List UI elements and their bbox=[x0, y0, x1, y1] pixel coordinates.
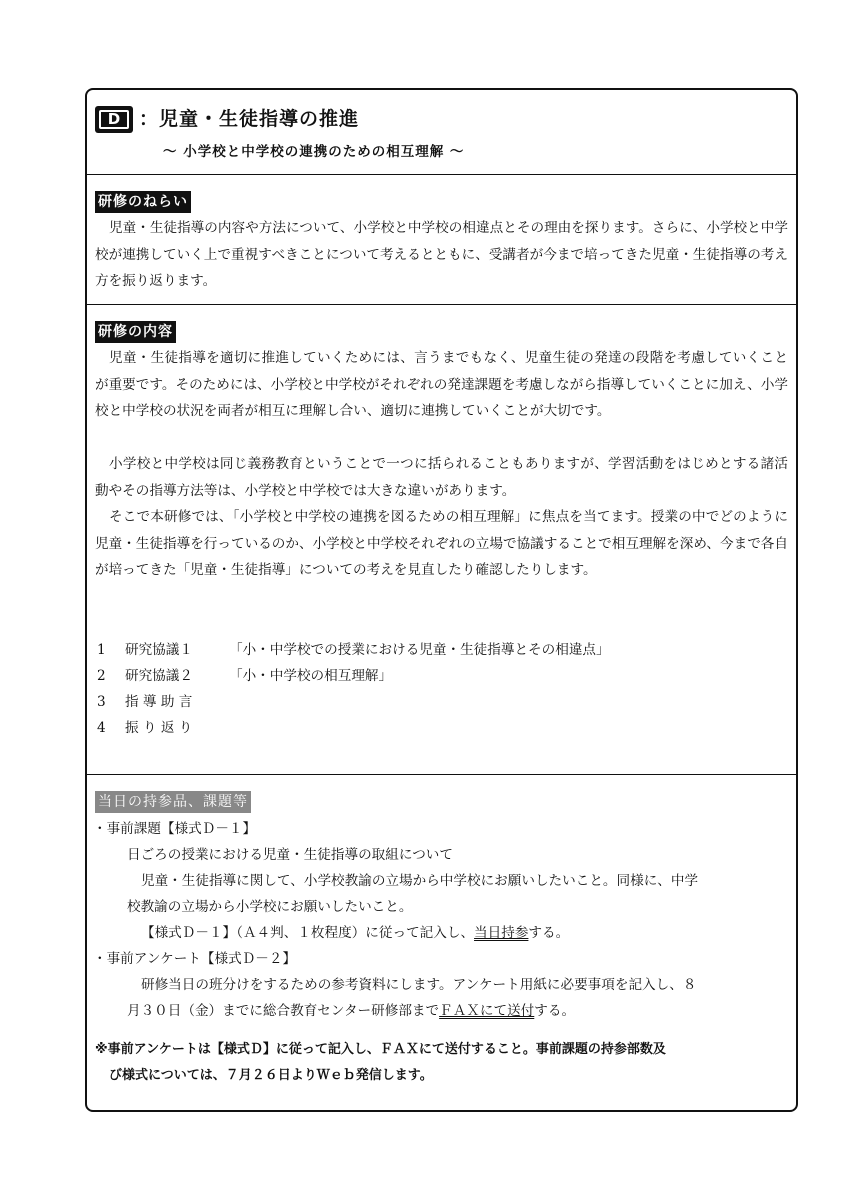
task-description-line-2: 校教諭の立場から小学校にお願いしたいこと。 bbox=[127, 899, 413, 915]
survey-description-text: 月３０日（金）までに総合教育センター研修部まで bbox=[127, 1003, 440, 1019]
task-header: ・事前課題【様式Ｄ－１】 bbox=[93, 821, 257, 837]
fax-submit-emphasis: ＦＡＸにて送付 bbox=[439, 1003, 535, 1019]
bring-on-day-emphasis: 当日持参 bbox=[474, 925, 529, 941]
content-paragraph-2: 小学校と中学校は同じ義務教育ということで一つに括られることもありますが、学習活動をはじめとする諸活動やその指導方法等は、小学校と中学校では大きな違いがあります。 bbox=[95, 456, 788, 499]
survey-header: ・事前アンケート【様式Ｄ－２】 bbox=[93, 951, 297, 967]
survey-description-line-2 bbox=[127, 998, 575, 1024]
category-badge bbox=[95, 106, 133, 133]
task-description-line-1: 児童・生徒指導に関して、小学校教諭の立場から中学校にお願いしたいこと。同様に、中学 bbox=[141, 873, 699, 889]
page-subtitle: ～ 小学校と中学校の連携のための相互理解 ～ bbox=[163, 144, 465, 160]
program-item-title: 研究協議２ bbox=[125, 668, 193, 684]
content-paragraph-3: そこで本研修では、「小学校と中学校の連携を図るための相互理解」に焦点を当てます。授業の中でどのように児童・生徒指導を行っているのか、小学校と中学校それぞれの立場で協議することで相互理解を深め、今まで各自が培ってきた「児童・生徒指導」についての考えを見直したり確認したりします。 bbox=[95, 509, 788, 578]
header bbox=[87, 90, 796, 174]
program-item bbox=[97, 689, 229, 715]
survey-description-end: する。 bbox=[534, 1003, 576, 1019]
document-frame bbox=[85, 88, 798, 1112]
notice-line-2: び様式については、７月２６日よりＷｅｂ発信します。 bbox=[109, 1068, 433, 1083]
program-item-number: 3 bbox=[97, 694, 106, 710]
page-title: ：児童・生徒指導の推進 bbox=[139, 108, 360, 130]
notice-text bbox=[95, 1037, 788, 1089]
program-item-detail: 「小・中学校での授業における児童・生徒指導とその相違点」 bbox=[229, 642, 610, 658]
program-item-detail: 「小・中学校の相互理解」 bbox=[229, 668, 393, 684]
survey-description-line-1: 研修当日の班分けをするための参考資料にします。アンケート用紙に必要事項を記入し、８ bbox=[141, 977, 697, 993]
program-item-title: 指 導 助 言 bbox=[125, 694, 193, 710]
aim-section bbox=[87, 174, 796, 305]
program-item-number: 2 bbox=[97, 668, 106, 684]
program-item bbox=[97, 663, 392, 689]
task-instruction-end: する。 bbox=[528, 925, 570, 941]
content-label: 研修の内容 bbox=[95, 321, 176, 343]
program-item bbox=[97, 715, 229, 741]
items-label: 当日の持参品、課題等 bbox=[95, 791, 251, 813]
content-paragraph-1: 児童・生徒指導を適切に推進していくためには、言うまでもなく、児童生徒の発達の段階を考慮していくことが重要です。そのためには、小学校と中学校がそれぞれの発達課題を考慮しながら指導していくことに加え、小学校と中学校の状況を両者が相互に理解し合い、適切に連携していくことが大切です。 bbox=[95, 350, 789, 419]
program-item bbox=[97, 637, 610, 663]
content-section bbox=[87, 304, 796, 775]
program-item-title: 研究協議１ bbox=[125, 642, 193, 658]
task-instruction-text: 【様式Ｄ－１】（Ａ４判、１枚程度）に従って記入し、 bbox=[141, 925, 475, 941]
program-item-title: 振 り 返 り bbox=[125, 720, 193, 736]
items-section bbox=[87, 774, 796, 1111]
program-item-number: 1 bbox=[97, 642, 106, 658]
task-topic: 日ごろの授業における児童・生徒指導の取組について bbox=[127, 847, 453, 863]
aim-text: 児童・生徒指導の内容や方法について、小学校と中学校の相違点とその理由を探ります。さらに、小学校と中学校が連携していく上で重視すべきことについて考えるとともに、受講者が今まで培ってきた児童・生徒指導の考え方を振り返ります。 bbox=[95, 220, 788, 289]
notice-line-1: ※事前アンケートは【様式Ｄ】に従って記入し、ＦＡＸにて送付すること。事前課題の持参部数及 bbox=[95, 1042, 666, 1057]
program-item-number: 4 bbox=[97, 720, 106, 736]
aim-label: 研修のねらい bbox=[95, 191, 191, 213]
badge-letter: D bbox=[99, 110, 129, 129]
task-instruction bbox=[141, 920, 569, 946]
